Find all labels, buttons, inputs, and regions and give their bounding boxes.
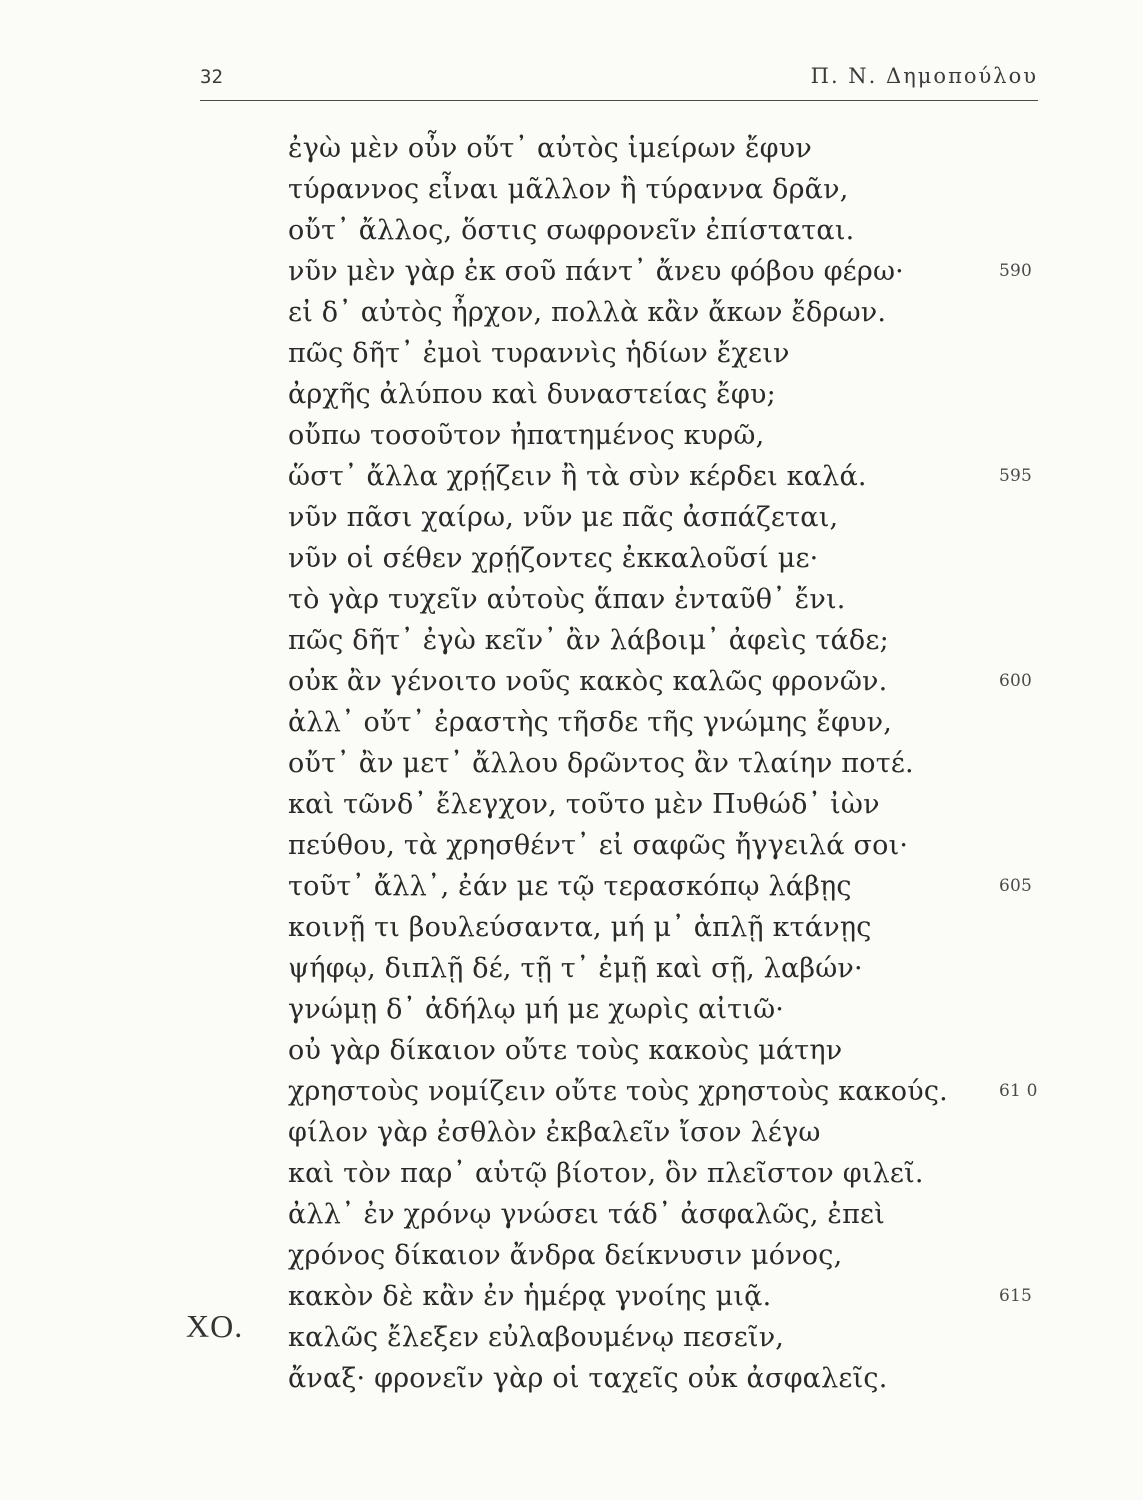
- verse-text: τοῦτ᾽ ἄλλ᾽, ἐάν με τῷ τερασκόπῳ λάβῃς: [288, 871, 852, 902]
- verse-line: [288, 1112, 1048, 1153]
- verse-line: [288, 907, 1048, 948]
- verse-text: ἀρχῆς ἀλύπου καὶ δυναστείας ἔφυ;: [288, 379, 776, 410]
- line-number: 600: [999, 671, 1033, 691]
- verse-line: [288, 1276, 1048, 1317]
- verse-line: [288, 743, 1048, 784]
- verse-line: [288, 1358, 1048, 1399]
- verse-line: [288, 866, 1048, 907]
- verse-text: πῶς δῆτ᾽ ἐμοὶ τυραννὶς ἡδίων ἔχειν: [288, 338, 790, 369]
- verse-line: [288, 1235, 1048, 1276]
- verse-line: [288, 948, 1048, 989]
- verse-text: καὶ τὸν παρ᾽ αὑτῷ βίοτον, ὃν πλεῖστον φιλεῖ.: [288, 1158, 924, 1189]
- verse-line: [288, 1153, 1048, 1194]
- verse-text: ψήφῳ, διπλῇ δέ, τῇ τ᾽ ἐμῇ καὶ σῇ, λαβών·: [288, 953, 863, 984]
- verse-line: [288, 784, 1048, 825]
- verse-line: [288, 333, 1048, 374]
- verse-text: γνώμῃ δ᾽ ἀδήλῳ μή με χωρὶς αἰτιῶ·: [288, 994, 785, 1025]
- running-head: [200, 66, 1038, 100]
- line-number: 590: [999, 261, 1033, 281]
- speaker-label: ΧΟ.: [186, 1308, 244, 1344]
- verse-text: κακὸν δὲ κἂν ἐν ἡμέρᾳ γνοίης μιᾷ.: [288, 1281, 772, 1312]
- verse-text: οὐ γὰρ δίκαιον οὔτε τοὺς κακοὺς μάτην: [288, 1035, 843, 1066]
- verse-text: καλῶς ἔλεξεν εὐλαβουμένῳ πεσεῖν,: [288, 1322, 785, 1353]
- line-number: 605: [999, 876, 1033, 896]
- verse-line: [288, 128, 1048, 169]
- verse-block: [288, 128, 1048, 1399]
- verse-text: ἐγὼ μὲν οὖν οὔτ᾽ αὐτὸς ἱμείρων ἔφυν: [288, 133, 812, 164]
- verse-text: κοινῇ τι βουλεύσαντα, μή μ᾽ ἁπλῇ κτάνῃς: [288, 912, 872, 943]
- verse-line: [288, 456, 1048, 497]
- verse-line: [288, 579, 1048, 620]
- verse-line: [288, 415, 1048, 456]
- verse-line: [288, 1194, 1048, 1235]
- verse-line: [288, 538, 1048, 579]
- verse-line: [288, 620, 1048, 661]
- verse-line: [288, 1071, 1048, 1112]
- verse-line: [288, 1317, 1048, 1358]
- verse-text: πῶς δῆτ᾽ ἐγὼ κεῖν᾽ ἂν λάβοιμ᾽ ἀφεὶς τάδε;: [288, 625, 889, 656]
- verse-line: [288, 251, 1048, 292]
- verse-line: [288, 1030, 1048, 1071]
- verse-line: [288, 292, 1048, 333]
- verse-text: οὔπω τοσοῦτον ἠπατημένος κυρῶ,: [288, 420, 765, 451]
- verse-text: ὥστ᾽ ἄλλα χρῄζειν ἢ τὰ σὺν κέρδει καλά.: [288, 461, 867, 492]
- verse-text: νῦν πᾶσι χαίρω, νῦν με πᾶς ἀσπάζεται,: [288, 502, 839, 533]
- line-number: 61 0: [999, 1081, 1038, 1101]
- verse-line: [288, 702, 1048, 743]
- verse-text: πεύθου, τὰ χρησθέντ᾽ εἰ σαφῶς ἤγγειλά σοι·: [288, 830, 909, 861]
- verse-text: ἄναξ· φρονεῖν γὰρ οἱ ταχεῖς οὐκ ἀσφαλεῖς.: [288, 1363, 888, 1394]
- line-number: 615: [999, 1286, 1033, 1306]
- verse-line: [288, 210, 1048, 251]
- verse-text: οὐκ ἂν γένοιτο νοῦς κακὸς καλῶς φρονῶν.: [288, 666, 888, 697]
- verse-line: [288, 661, 1048, 702]
- verse-text: ἀλλ᾽ οὔτ᾽ ἐραστὴς τῆσδε τῆς γνώμης ἔφυν,: [288, 707, 893, 738]
- verse-text: νῦν μὲν γὰρ ἐκ σοῦ πάντ᾽ ἄνευ φόβου φέρω·: [288, 256, 904, 287]
- verse-line: [288, 169, 1048, 210]
- verse-text: ἀλλ᾽ ἐν χρόνῳ γνώσει τάδ᾽ ἀσφαλῶς, ἐπεὶ: [288, 1199, 886, 1230]
- verse-text: οὔτ᾽ ἂν μετ᾽ ἄλλου δρῶντος ἂν τλαίην ποτέ.: [288, 748, 914, 779]
- page-number: 32: [200, 66, 223, 88]
- verse-text: τύραννος εἶναι μᾶλλον ἢ τύραννα δρᾶν,: [288, 174, 849, 205]
- verse-line: [288, 374, 1048, 415]
- verse-line: [288, 497, 1048, 538]
- verse-text: χρόνος δίκαιον ἄνδρα δείκνυσιν μόνος,: [288, 1240, 843, 1271]
- verse-line: [288, 989, 1048, 1030]
- header-rule: [200, 100, 1038, 101]
- verse-text: τὸ γὰρ τυχεῖν αὐτοὺς ἅπαν ἐνταῦθ᾽ ἔνι.: [288, 584, 846, 615]
- verse-text: φίλον γὰρ ἐσθλὸν ἐκβαλεῖν ἴσον λέγω: [288, 1117, 821, 1148]
- verse-text: νῦν οἱ σέθεν χρῄζοντες ἐκκαλοῦσί με·: [288, 543, 819, 574]
- verse-text: καὶ τῶνδ᾽ ἔλεγχον, τοῦτο μὲν Πυθώδ᾽ ἰὼν: [288, 789, 880, 820]
- running-head-author: Π. Ν. Δημοπούλου: [810, 64, 1038, 88]
- verse-text: χρηστοὺς νομίζειν οὔτε τοὺς χρηστοὺς κακούς.: [288, 1076, 948, 1107]
- line-number: 595: [999, 466, 1033, 486]
- verse-text: εἰ δ᾽ αὐτὸς ἦρχον, πολλὰ κἂν ἄκων ἔδρων.: [288, 297, 887, 328]
- verse-text: οὔτ᾽ ἄλλος, ὅστις σωφρονεῖν ἐπίσταται.: [288, 215, 855, 246]
- verse-line: [288, 825, 1048, 866]
